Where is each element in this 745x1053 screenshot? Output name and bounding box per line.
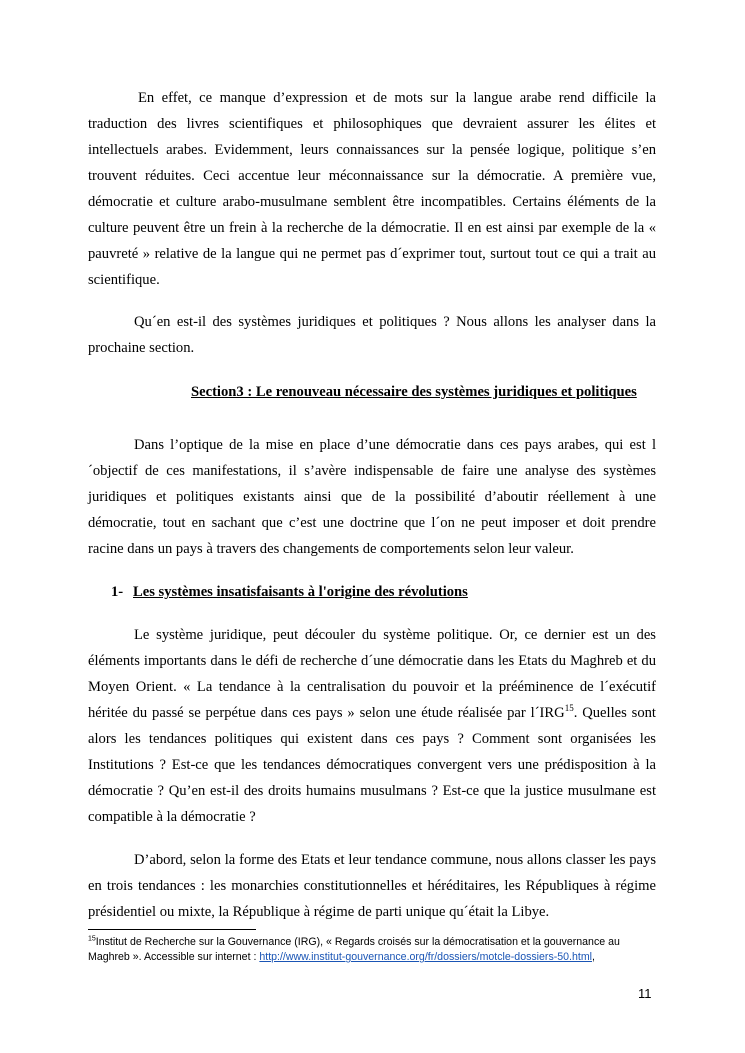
footnote-separator	[88, 929, 256, 930]
paragraph-transition: Qu´en est-il des systèmes juridiques et politiques ? Nous allons les analyser dans la prochaine section.	[88, 314, 656, 356]
section-heading: Section3 : Le renouveau nécessaire des systèmes juridiques et politiques	[191, 384, 637, 400]
footnote-reference[interactable]: 15	[564, 703, 574, 714]
paragraph-legal-system-end: . Quelles sont alors les tendances politiques qui existent dans ces pays ? Comment sont organisées les Institutions ? Est-ce que les tendances démocratiques convergent vers une prédisposition à la démocratie ? Qu’en est-il des droits humains musulmans ? Est-ce que la justice musulmane est compatible à la démocratie ?	[88, 705, 656, 825]
footnote	[88, 935, 658, 965]
paragraph-language: En effet, ce manque d’expression et de mots sur la langue arabe rend difficile la traduction des livres scientifiques et philosophiques que devraient assurer les élites et intellectuels arabes. Evidemment, leurs connaissances sur la pensée logique, politique s’en trouvent réduites. Ceci accentue leur méconnaissance sur la démocratie. A première vue, démocratie et culture arabo-musulmane semblent être incompatibles. Certains éléments de la culture peuvent être un frein à la recherche de la démocratie. Il en est ainsi par exemple de la « pauvreté » relative de la langue qui ne permet pas d´exprimer tout, surtout tout ce qui a trait au scientifique.	[88, 90, 656, 288]
footnote-text: Institut de Recherche sur la Gouvernance (IRG), « Regards croisés sur la démocratisation et la gouvernance au Maghreb ». Accessible sur internet :	[88, 936, 620, 963]
paragraph-legal-system-start: Le système juridique, peut découler du système politique. Or, ce dernier est un des éléments importants dans le défi de recherche d´une démocratie dans les Etats du Maghreb et du Moyen Orient. « La tendance à la centralisation du pouvoir et la prééminence de l´exécutif héritée du passé se perpétue dans ces pays » selon une étude réalisée par l´IRG	[88, 627, 656, 721]
paragraph-section-intro: Dans l’optique de la mise en place d’une démocratie dans ces pays arabes, qui est l´objectif de ces manifestations, il s’avère indispensable de faire une analyse des systèmes juridiques et politiques existants ainsi que de la possibilité d’aboutir réellement à une démocratie, tout en sachant que c’est une doctrine que l´on ne peut imposer et doit prendre racine dans un pays à travers des changements de comportements selon leur valeur.	[88, 437, 656, 557]
paragraph-tendencies: D’abord, selon la forme des Etats et leur tendance commune, nous allons classer les pays en trois tendances : les monarchies constitutionnelles et héréditaires, les Républiques à régime présidentiel ou mixte, la République à régime de parti unique qu´était la Libye.	[88, 852, 656, 920]
footnote-trailing: ,	[592, 951, 595, 963]
subsection-number: 1-	[111, 584, 124, 600]
paragraph-legal-system	[88, 622, 656, 830]
page-number: 11	[638, 986, 652, 1001]
footnote-link[interactable]: http://www.institut-gouvernance.org/fr/dossiers/motcle-dossiers-50.html	[259, 951, 593, 963]
subsection-title: Les systèmes insatisfaisants à l'origine des révolutions	[133, 584, 468, 600]
footnote-number: 15	[88, 935, 96, 943]
